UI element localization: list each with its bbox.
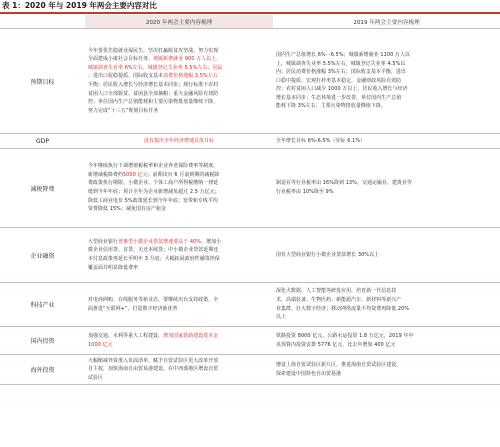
text-line: 央预算内投资安排 5776 亿元，比去年增加 400 亿元 <box>276 341 396 348</box>
text-line: 深化大数据、人工智能等研发应用，培育新一代信息技 <box>276 288 397 295</box>
text-line: 术、高端装备、生物医药、新能源汽车、新材料等新兴产 <box>276 296 402 303</box>
text-line <box>88 255 270 264</box>
body-text: 加强交通、水利等重大工程建设， <box>88 332 164 339</box>
text-line <box>88 55 270 64</box>
highlight-text: 增加国家铁路建设资本金 <box>163 332 219 339</box>
text-line <box>88 188 270 197</box>
text-line <box>88 296 270 305</box>
body-text: 对电商网购、在线服务等新业态，要继续出台支持政策，全 <box>88 296 219 303</box>
table-row <box>0 149 500 228</box>
body-text: 面推进“互联网+”，打造数字经济新优势 <box>88 305 178 312</box>
table-row <box>0 29 500 134</box>
text-line <box>88 90 270 99</box>
text-line <box>88 357 270 366</box>
text-line: 行业税率由 10%降至 9% <box>276 189 334 195</box>
body-text: 今年继续执行下调增值税税率和企业养老保险费率等制度， <box>88 163 219 170</box>
text-line <box>88 107 270 116</box>
text-line <box>88 197 270 206</box>
text-line <box>88 365 270 374</box>
text-line: 国内生产总值增长 6%－6.5%；城镇新增就业 1100 万人以 <box>276 51 411 58</box>
content-2019-target <box>273 29 500 134</box>
body-text: ；进出口促稳提质，国际收支基本 <box>88 73 164 80</box>
content-2019-finance <box>273 228 500 283</box>
content-2019-gdp: 全年增长目标 6%-6.5%（实际 6.1%） <box>273 134 500 149</box>
text-line <box>88 264 270 273</box>
text-line: 制造业等行业税率由 16%降到 13%，交通运输业、建筑业等 <box>276 180 413 187</box>
category-invest: 国内投资 <box>0 327 85 355</box>
text-line <box>88 332 270 341</box>
category-gdp: GDP <box>0 134 85 149</box>
text-line <box>88 341 270 350</box>
body-text: 降低工商业电价 5%政策延长到今年年底；宽带和专线平均 <box>88 197 218 204</box>
highlight-text: 城镇新增就业 900 万人以上， <box>153 56 222 63</box>
category-target: 预期目标 <box>0 29 85 134</box>
body-text: 费政策执行期限。小微企业、个体工商户所得税缴纳一律延 <box>88 180 219 187</box>
body-text: 自主权，加快海南自由贸易港建设，在中西部地区增设自贸 <box>88 366 219 373</box>
body-text: 努力完成“十三五”规划目标任务 <box>88 107 159 114</box>
comparison-table <box>0 15 500 385</box>
table-row <box>0 355 500 385</box>
table-header-row <box>0 15 500 29</box>
text-line: 国有大型商业银行小微企业贷款增长 30%以上 <box>276 251 380 258</box>
text-line: 铁路投资 8000 亿元、公路水运投资 1.8 万亿元，2019 年中 <box>276 332 414 339</box>
category-foreign: 海外投资 <box>0 355 85 385</box>
highlight-text: 1000 亿元 <box>88 341 113 348</box>
gdp-2020-text: 没有提出全年经济增速具体目标 <box>143 137 215 144</box>
body-text: 资费降低 15%；减免国有房产租金 <box>88 206 167 213</box>
text-line <box>88 98 270 107</box>
text-line <box>88 374 270 383</box>
text-line: 口稳中提质；宏观杠杆率基本稳定，金融财政风险有效防 <box>276 77 402 84</box>
content-2019-invest <box>273 327 500 355</box>
content-2020-invest <box>85 327 273 355</box>
text-line <box>88 179 270 188</box>
text-line <box>88 64 270 73</box>
content-2020-tax <box>85 149 273 228</box>
body-text: 试验区 <box>88 374 104 381</box>
body-text: ，增加小 <box>201 238 222 245</box>
text-line <box>88 305 270 314</box>
category-finance: 企业融资 <box>0 228 85 283</box>
body-text: 控；单位国内生产总值能耗和主要污染物排放量继续下降， <box>88 99 219 106</box>
content-2020-finance <box>85 228 273 283</box>
text-line <box>88 162 270 171</box>
body-text: 大型商业银行 <box>88 238 119 245</box>
content-2020-gdp <box>85 134 273 149</box>
header-category <box>0 15 85 29</box>
text-line <box>88 205 270 214</box>
body-text: 全面建成小康社会目标任务。 <box>88 56 154 63</box>
highlight-text: 普惠型小微企业贷款增速要高于 40% <box>118 238 202 245</box>
text-line: 控；农村贫困人口减少 1000 万以上，居民收入增长与经济 <box>276 86 408 93</box>
top-rule <box>0 12 500 14</box>
highlight-text: 城镇调查失业率 6%左右，城镇登记失业率 5.5%左右；居民 <box>88 64 223 71</box>
body-text: 贫困人口全部脱贫、贫困县全部摘帽；重大金融风险有效防 <box>88 90 219 97</box>
category-tech: 科技产业 <box>0 283 85 327</box>
body-text: 缓到今年年底；预计全年为企业新增减负超过 2.5 万亿元； <box>88 189 220 195</box>
table-row <box>0 327 500 355</box>
content-2019-tech <box>273 283 500 327</box>
body-text: 新增减税降费约 <box>88 171 124 178</box>
header-2019: 2019 年两会主要内容梳理 <box>273 15 500 29</box>
content-2019-foreign <box>273 355 500 385</box>
body-text: 今年要优先稳就业保民生，坚决打赢脱贫攻坚战，努力实现 <box>88 47 219 54</box>
text-line: 增长基本同步；生态环境进一步改善，单位国内生产总值 <box>276 94 402 101</box>
content-2020-tech <box>85 283 273 327</box>
content-2020-foreign <box>85 355 273 385</box>
text-line: 以上 <box>276 314 287 321</box>
text-line <box>88 47 270 56</box>
text-line: 业集群，壮大数字经济；移动网络流量平均资费再降低 20% <box>276 305 410 312</box>
category-tax: 减税降费 <box>0 149 85 228</box>
text-line <box>88 238 270 247</box>
header-2020: 2020 年两会主要内容梳理 <box>85 15 273 29</box>
table-row <box>0 283 500 327</box>
text-line <box>88 81 270 90</box>
body-text: ；前期出台 6 月前到期的减税降 <box>147 171 220 178</box>
table-row <box>0 134 500 149</box>
table-row <box>0 228 500 283</box>
text-line <box>88 171 270 180</box>
text-line: 探索建设中国特色自由贸易港 <box>276 370 342 377</box>
table-title: 表 1：2020 年与 2019 年两会主要内容对比 <box>2 1 157 10</box>
text-line <box>88 246 270 255</box>
text-line: 增设上海自贸试验区新片区，推进海南自贸试验区建设， <box>276 361 402 368</box>
content-2020-target <box>85 29 273 134</box>
body-text: 大幅缩减外资准入负面清单，赋予自贸试验区更大改革开放 <box>88 357 219 364</box>
body-text: 本付息政策再延长至明年 3 月底；大幅拓展政府性融资担保 <box>88 256 220 262</box>
body-text: 微企业信用贷、首贷、无还本续贷；中小微企业贷款延期还 <box>88 247 219 254</box>
text-line <box>88 72 270 81</box>
text-line: 能耗下降 3%左右，主要污染物排放量继续下降。 <box>276 103 386 110</box>
content-2019-tax <box>273 149 500 228</box>
text-line: 内；居民消费价格涨幅 3%左右；国际收支基本平衡，进出 <box>276 69 406 76</box>
body-text: 覆盖面并明显降低费率 <box>88 264 139 271</box>
highlight-text: 5000 亿元 <box>123 171 148 178</box>
body-text: 平衡；居民收入增长与经济增长基本同步；现行标准下农村 <box>88 82 219 88</box>
text-line: 上，城镇调查失业率 5.5%左右，城镇登记失业率 4.5%以 <box>276 60 406 67</box>
highlight-text: 消费价格涨幅 3.5%左右 <box>163 73 218 80</box>
